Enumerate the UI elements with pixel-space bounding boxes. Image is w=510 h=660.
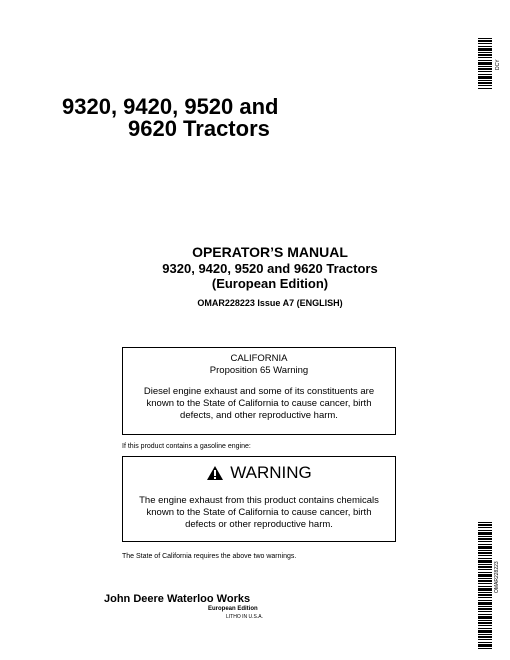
california-title: CALIFORNIA [230,353,288,364]
litho-note: LITHO IN U.S.A. [226,614,263,620]
bottom-barcode [478,522,492,650]
warning-heading: WARNING [230,463,312,482]
manual-heading: OPERATOR’S MANUAL [192,244,348,260]
manual-edition: (European Edition) [211,276,329,291]
gasoline-note: If this product contains a gasoline engine: [122,443,251,450]
manual-block [100,244,440,309]
page-title-line2: 9620 Tractors [128,116,270,141]
warning-body-line1: The engine exhaust from this product contains chemicals [139,495,379,506]
bottom-barcode-code: OMAR228223 [494,561,500,593]
manual-models: 9320, 9420, 9520 and 9620 Tractors [162,261,378,276]
warning-triangle-icon [206,465,224,481]
warning-body-line2: known to the State of California to cause cancer, birth [146,507,372,518]
california-body-line3: defects, and other reproductive harm. [180,410,338,421]
top-barcode-code: DCY [495,59,501,70]
top-barcode [478,38,492,90]
california-warning-box [122,347,396,435]
proposition-65-title: Proposition 65 Warning [209,365,309,376]
california-body-line1: Diesel engine exhaust and some of its constituents are [143,386,375,397]
warning-body-line3: defects or other reproductive harm. [185,519,333,530]
page-title-line1: 9320, 9420, 9520 and [62,94,279,119]
gasoline-warning-box [122,456,396,542]
footer-edition: European Edition [208,606,258,612]
company-name: John Deere Waterloo Works [104,593,251,605]
california-body-line2: known to the State of California to cause cancer, birth [146,398,372,409]
state-note: The State of California requires the above two warnings. [122,553,297,560]
manual-number: OMAR228223 Issue A7 (ENGLISH) [197,298,343,308]
